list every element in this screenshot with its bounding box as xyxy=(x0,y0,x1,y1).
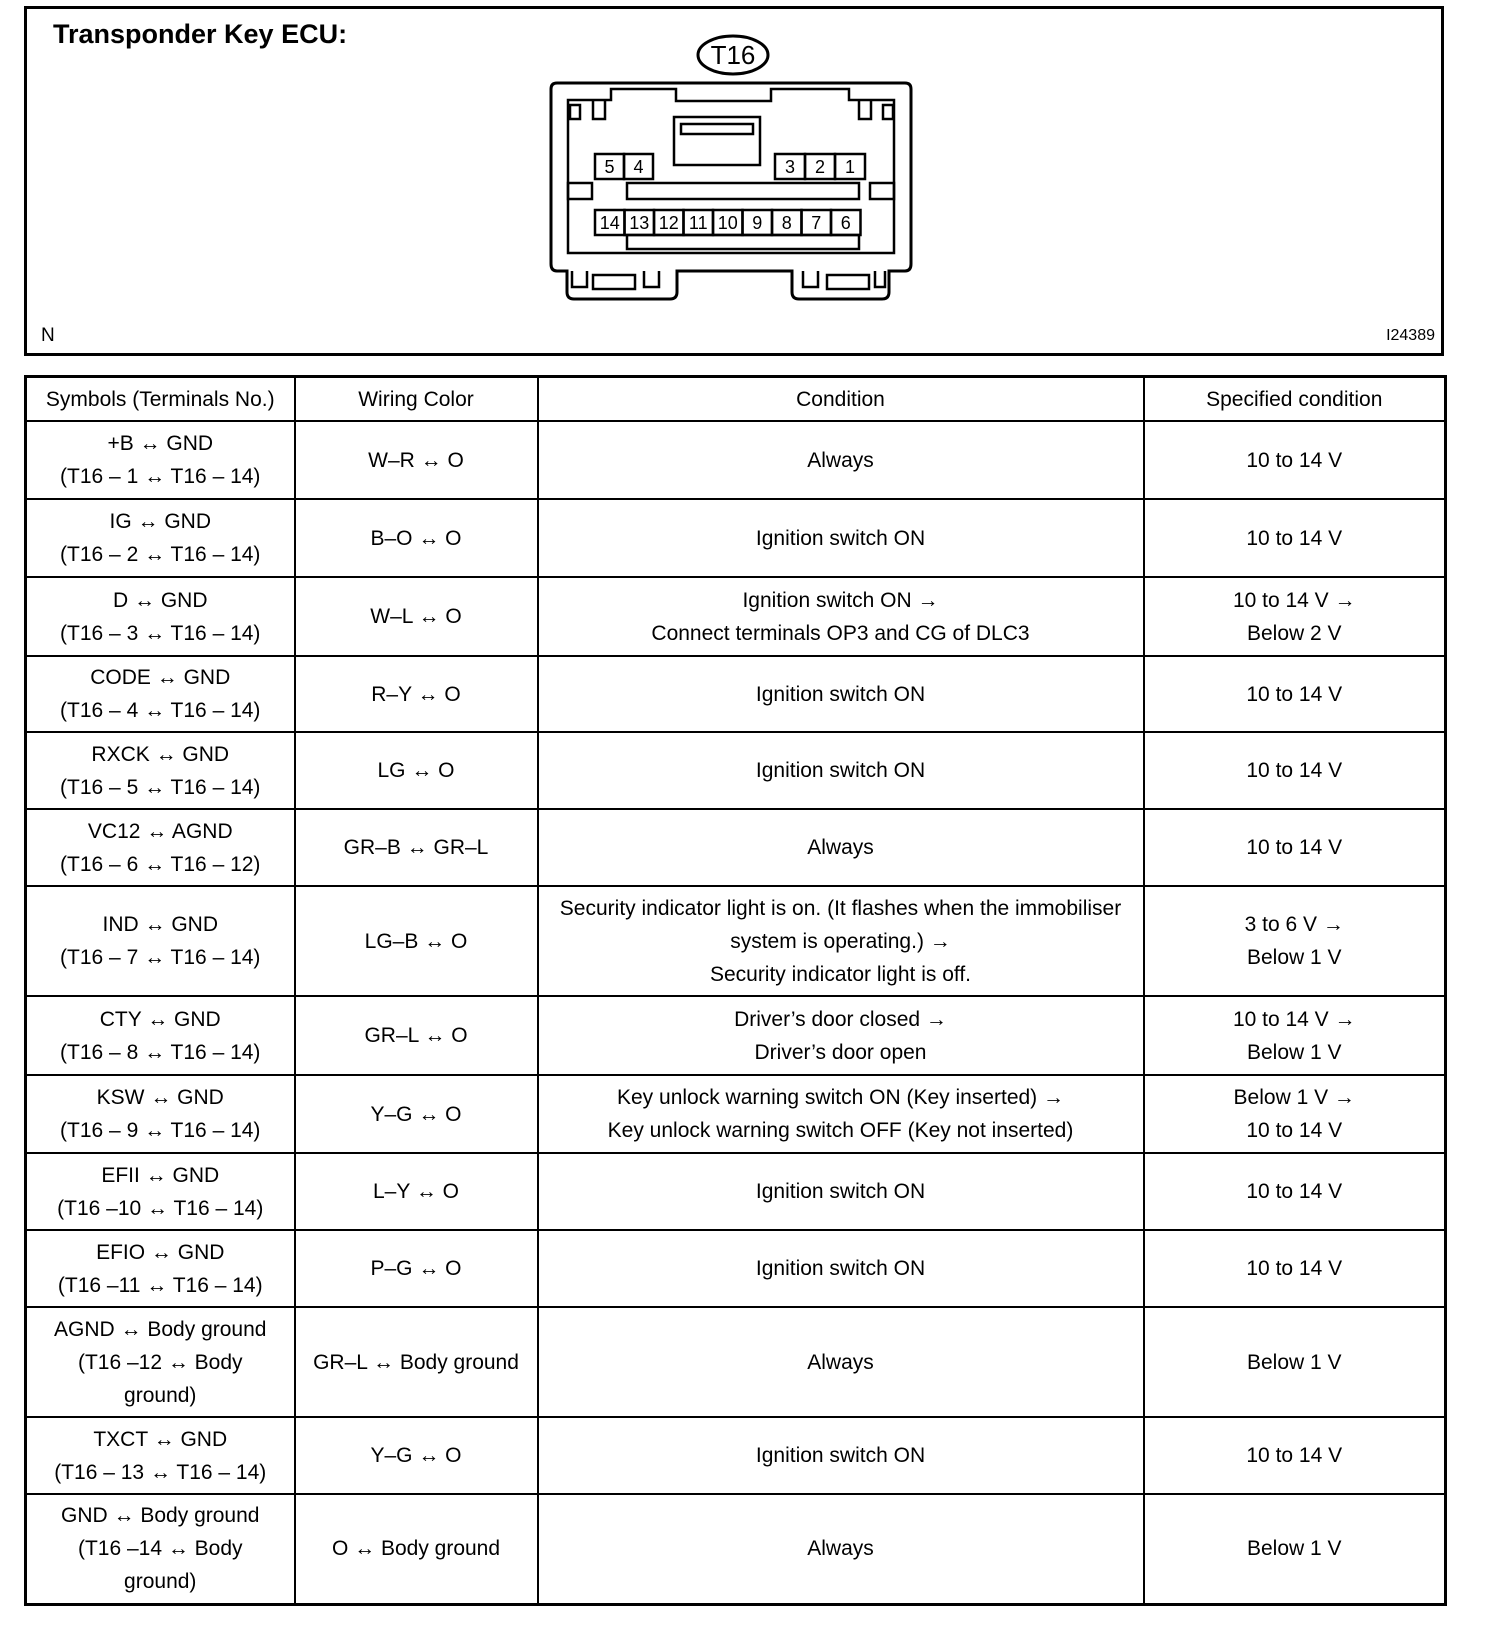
wiring-line: B–O ↔ O xyxy=(370,526,462,550)
header-symbols: Symbols (Terminals No.) xyxy=(26,377,295,422)
terminal-number: 1 xyxy=(844,157,856,177)
spec-cell xyxy=(1144,996,1446,1075)
symbol-line: IND ↔ GND xyxy=(102,913,218,936)
symbol-cell xyxy=(26,1417,295,1494)
terminal-spec-table xyxy=(24,375,1447,1606)
terminal-group-bottom xyxy=(595,210,861,235)
symbol-line: D ↔ GND xyxy=(113,588,208,612)
symbol-line: (T16 – 9 ↔ T16 – 14) xyxy=(60,1119,261,1142)
symbol-line: (T16 –14 ↔ Body xyxy=(77,1537,243,1561)
figure-note: N xyxy=(41,325,55,346)
spec-line: 3 to 6 V → xyxy=(1244,913,1344,936)
wiring-cell xyxy=(295,886,538,996)
symbol-cell xyxy=(26,1075,295,1153)
table-row xyxy=(26,996,1446,1075)
symbol-line: (T16 –11 ↔ T16 – 14) xyxy=(57,1273,263,1297)
symbol-line: IG ↔ GND xyxy=(109,510,211,533)
spec-cell xyxy=(1144,499,1446,577)
header-condition: Condition xyxy=(538,377,1144,422)
condition-line: Ignition switch ON xyxy=(755,759,926,782)
table-row xyxy=(26,1417,1446,1494)
condition-line: Ignition switch ON xyxy=(755,1180,926,1203)
table-row xyxy=(26,577,1446,656)
condition-line: Always xyxy=(807,836,874,859)
wiring-cell xyxy=(295,499,538,577)
bottom-rib xyxy=(627,235,859,249)
condition-line: Ignition switch ON xyxy=(755,1257,926,1280)
symbol-line: EFIO ↔ GND xyxy=(96,1240,225,1264)
terminal-number: 10 xyxy=(717,213,738,233)
spec-line: 10 to 14 V xyxy=(1246,448,1343,472)
condition-line: Driver’s door open xyxy=(754,1040,927,1064)
condition-cell xyxy=(538,656,1144,732)
table-row xyxy=(26,732,1446,809)
symbol-line: CTY ↔ GND xyxy=(99,1007,221,1031)
wiring-line: GR–L ↔ Body ground xyxy=(313,1350,519,1374)
spec-cell xyxy=(1144,809,1446,886)
table-row xyxy=(26,656,1446,732)
spec-line: 10 to 14 V xyxy=(1246,1180,1343,1203)
spec-line: 10 to 14 V xyxy=(1246,526,1343,550)
wiring-cell xyxy=(295,1075,538,1153)
header-specified-condition: Specified condition xyxy=(1144,377,1446,422)
wiring-line: Y–G ↔ O xyxy=(370,1102,462,1126)
symbol-line: ground) xyxy=(124,1383,197,1407)
terminal-group-top-left xyxy=(595,154,653,179)
table-row xyxy=(26,499,1446,577)
condition-line: Security indicator light is off. xyxy=(709,962,972,986)
symbol-line: ground) xyxy=(124,1570,197,1594)
condition-line: Key unlock warning switch OFF (Key not inserted) xyxy=(607,1119,1074,1142)
condition-cell xyxy=(538,886,1144,996)
spec-cell xyxy=(1144,1417,1446,1494)
wiring-line: P–G ↔ O xyxy=(370,1257,462,1280)
wiring-cell xyxy=(295,1417,538,1494)
condition-cell xyxy=(538,421,1144,499)
wiring-cell xyxy=(295,1230,538,1307)
symbol-cell xyxy=(26,577,295,656)
header-wiring-color: Wiring Color xyxy=(295,377,538,422)
spec-line: 10 to 14 V xyxy=(1246,1119,1343,1142)
symbol-line: RXCK ↔ GND xyxy=(91,742,230,766)
symbol-line: EFII ↔ GND xyxy=(101,1163,220,1187)
figure-title: Transponder Key ECU: xyxy=(53,19,348,49)
symbol-cell xyxy=(26,1153,295,1230)
spec-line: 10 to 14 V xyxy=(1246,836,1343,859)
symbol-line: TXCT ↔ GND xyxy=(93,1427,228,1451)
symbol-line: (T16 – 8 ↔ T16 – 14) xyxy=(60,1040,261,1064)
symbol-line: (T16 – 4 ↔ T16 – 14) xyxy=(60,699,261,722)
symbol-cell xyxy=(26,886,295,996)
terminal-number: 9 xyxy=(752,213,763,233)
symbol-cell xyxy=(26,732,295,809)
wiring-cell xyxy=(295,809,538,886)
spec-cell xyxy=(1144,1075,1446,1153)
condition-cell xyxy=(538,1230,1144,1307)
condition-cell xyxy=(538,1153,1144,1230)
symbol-line: KSW ↔ GND xyxy=(96,1086,224,1109)
symbol-line: +B ↔ GND xyxy=(107,432,214,455)
spec-line: Below 2 V xyxy=(1246,621,1342,645)
symbol-line: AGND ↔ Body ground xyxy=(54,1317,267,1341)
condition-cell xyxy=(538,996,1144,1075)
spec-line: 10 to 14 V xyxy=(1246,759,1343,782)
condition-cell xyxy=(538,1075,1144,1153)
symbol-cell xyxy=(26,656,295,732)
terminal-number: 4 xyxy=(633,157,644,177)
condition-line: Always xyxy=(807,448,874,472)
terminal-number: 2 xyxy=(814,157,826,177)
symbol-line: (T16 – 5 ↔ T16 – 14) xyxy=(60,775,261,799)
condition-line: Key unlock warning switch ON (Key inserted) → xyxy=(617,1086,1064,1109)
spec-cell xyxy=(1144,886,1446,996)
symbol-cell xyxy=(26,421,295,499)
spec-line: 10 to 14 V → xyxy=(1232,588,1356,612)
table-row xyxy=(26,886,1446,996)
condition-line: Always xyxy=(807,1350,874,1374)
symbol-line: (T16 – 1 ↔ T16 – 14) xyxy=(60,465,261,488)
spec-cell xyxy=(1144,656,1446,732)
terminal-number: 11 xyxy=(688,213,708,233)
symbol-line: (T16 – 13 ↔ T16 – 14) xyxy=(54,1460,267,1484)
wiring-line: LG ↔ O xyxy=(377,759,455,782)
symbol-line: (T16 –12 ↔ Body xyxy=(77,1350,243,1374)
table-row xyxy=(26,421,1446,499)
spec-cell xyxy=(1144,1153,1446,1230)
table-row xyxy=(26,1075,1446,1153)
table-row xyxy=(26,1153,1446,1230)
condition-cell xyxy=(538,1307,1144,1417)
wiring-cell xyxy=(295,1153,538,1230)
table-row xyxy=(26,809,1446,886)
spec-cell xyxy=(1144,421,1446,499)
terminal-group-top-right xyxy=(775,154,865,179)
spec-cell xyxy=(1144,577,1446,656)
spec-line: Below 1 V xyxy=(1246,1040,1342,1064)
condition-cell xyxy=(538,809,1144,886)
wiring-line: R–Y ↔ O xyxy=(371,682,461,706)
terminal-number: 14 xyxy=(599,213,620,233)
wiring-line: W–R ↔ O xyxy=(368,448,464,472)
wiring-cell xyxy=(295,656,538,732)
condition-line: Security indicator light is on. (It flashes when the immobiliser xyxy=(559,896,1122,920)
symbol-cell xyxy=(26,996,295,1075)
connector-diagram xyxy=(27,9,1441,353)
spec-cell xyxy=(1144,1494,1446,1604)
terminal-number: 8 xyxy=(781,213,792,233)
symbol-line: (T16 – 7 ↔ T16 – 14) xyxy=(60,946,261,969)
table-row xyxy=(26,1494,1446,1604)
wiring-line: LG–B ↔ O xyxy=(364,929,468,953)
wiring-cell xyxy=(295,732,538,809)
wiring-cell xyxy=(295,421,538,499)
spec-cell xyxy=(1144,1307,1446,1417)
wiring-line: W–L ↔ O xyxy=(370,605,462,628)
spec-cell xyxy=(1144,1230,1446,1307)
symbol-line: CODE ↔ GND xyxy=(90,666,231,689)
spec-line: 10 to 14 V xyxy=(1246,1444,1343,1467)
condition-cell xyxy=(538,1417,1144,1494)
symbol-line: (T16 – 6 ↔ T16 – 12) xyxy=(60,852,261,876)
center-rib xyxy=(627,183,859,199)
condition-line: system is operating.) → xyxy=(730,929,951,953)
symbol-line: (T16 –10 ↔ T16 – 14) xyxy=(57,1196,264,1220)
wiring-line: L–Y ↔ O xyxy=(373,1180,459,1203)
condition-cell xyxy=(538,732,1144,809)
wiring-cell xyxy=(295,996,538,1075)
table-row xyxy=(26,1230,1446,1307)
condition-cell xyxy=(538,499,1144,577)
wiring-line: GR–B ↔ GR–L xyxy=(343,836,489,859)
spec-line: 10 to 14 V xyxy=(1246,682,1343,706)
spec-line: Below 1 V xyxy=(1246,1350,1342,1374)
table-header-row xyxy=(26,377,1446,422)
spec-line: 10 to 14 V xyxy=(1246,1257,1343,1280)
condition-line: Always xyxy=(807,1537,874,1561)
figure-code: I24389 xyxy=(1386,327,1435,344)
symbol-cell xyxy=(26,499,295,577)
symbol-cell xyxy=(26,1307,295,1417)
condition-line: Ignition switch ON → xyxy=(742,588,939,612)
spec-line: Below 1 V xyxy=(1246,946,1342,969)
spec-line: Below 1 V → xyxy=(1233,1086,1355,1109)
connector-label: T16 xyxy=(710,40,756,70)
wiring-cell xyxy=(295,1307,538,1417)
condition-cell xyxy=(538,577,1144,656)
wiring-cell xyxy=(295,577,538,656)
table-body xyxy=(26,421,1446,1604)
table-row xyxy=(26,1307,1446,1417)
connector-figure xyxy=(24,6,1444,356)
wiring-cell xyxy=(295,1494,538,1604)
wiring-line: Y–G ↔ O xyxy=(370,1444,462,1467)
spec-line: Below 1 V xyxy=(1246,1537,1342,1561)
terminal-number: 7 xyxy=(811,213,822,233)
condition-line: Ignition switch ON xyxy=(755,1444,926,1467)
terminal-number: 5 xyxy=(604,157,615,177)
terminal-number: 13 xyxy=(629,213,650,233)
spec-line: 10 to 14 V → xyxy=(1232,1007,1356,1031)
condition-line: Connect terminals OP3 and CG of DLC3 xyxy=(651,621,1030,645)
terminal-number: 6 xyxy=(840,213,851,233)
condition-cell xyxy=(538,1494,1144,1604)
symbol-line: (T16 – 2 ↔ T16 – 14) xyxy=(60,543,261,566)
condition-line: Driver’s door closed → xyxy=(734,1007,947,1031)
terminal-number: 12 xyxy=(658,213,679,233)
condition-line: Ignition switch ON xyxy=(755,682,926,706)
wiring-line: O ↔ Body ground xyxy=(331,1537,501,1561)
spec-cell xyxy=(1144,732,1446,809)
symbol-cell xyxy=(26,1494,295,1604)
terminal-number: 3 xyxy=(784,157,796,177)
symbol-cell xyxy=(26,809,295,886)
symbol-cell xyxy=(26,1230,295,1307)
symbol-line: GND ↔ Body ground xyxy=(61,1504,260,1528)
symbol-line: (T16 – 3 ↔ T16 – 14) xyxy=(60,621,261,645)
symbol-line: VC12 ↔ AGND xyxy=(87,819,233,843)
condition-line: Ignition switch ON xyxy=(755,526,926,550)
wiring-line: GR–L ↔ O xyxy=(364,1024,468,1047)
